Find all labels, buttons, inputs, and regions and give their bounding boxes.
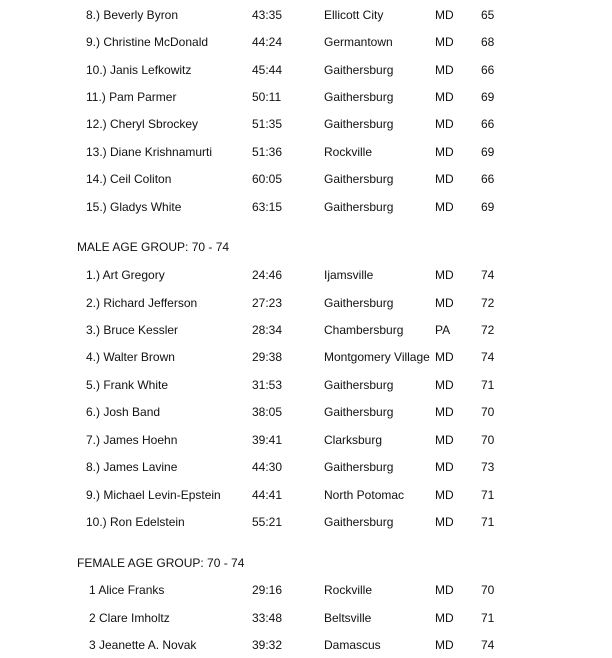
result-row [0,610,612,626]
city: Gaithersburg [324,172,394,186]
section-heading: FEMALE AGE GROUP: 70 - 74 [77,556,245,570]
finish-time: 27:23 [252,296,283,310]
finish-time: 63:15 [252,200,283,214]
state: MD [435,200,454,214]
result-row [0,404,612,420]
city: Gaithersburg [324,515,394,529]
state: MD [435,433,454,447]
result-row [0,199,612,215]
city: Gaithersburg [324,117,394,131]
section-heading: MALE AGE GROUP: 70 - 74 [77,240,230,254]
age: 65 [481,8,495,22]
runner-name: 12.) Cheryl Sbrockey [86,117,199,131]
age: 74 [481,268,495,282]
runner-name: 10.) Janis Lefkowitz [86,63,192,77]
runner-name: 11.) Pam Parmer [86,90,177,104]
result-row [0,267,612,283]
state: PA [435,323,451,337]
result-row [0,144,612,160]
finish-time: 55:21 [252,515,283,529]
city: Gaithersburg [324,200,394,214]
result-row [0,514,612,530]
age: 72 [481,323,495,337]
result-row [0,116,612,132]
result-row [0,171,612,187]
runner-name: 4.) Walter Brown [86,350,175,364]
state: MD [435,638,454,652]
age: 66 [481,117,495,131]
age: 68 [481,35,495,49]
state: MD [435,63,454,77]
finish-time: 29:16 [252,583,283,597]
result-row [0,34,612,50]
result-row [0,432,612,448]
runner-name: 13.) Diane Krishnamurti [86,145,213,159]
runner-name: 8.) James Lavine [86,460,178,474]
result-row [0,349,612,365]
state: MD [435,145,454,159]
finish-time: 39:32 [252,638,283,652]
finish-time: 33:48 [252,611,283,625]
city: Gaithersburg [324,460,394,474]
finish-time: 39:41 [252,433,283,447]
city: Beltsville [324,611,372,625]
city: Gaithersburg [324,63,394,77]
city: Rockville [324,583,373,597]
result-row [0,377,612,393]
city: Gaithersburg [324,296,394,310]
age: 70 [481,405,495,419]
age: 71 [481,515,495,529]
city: Damascus [324,638,381,652]
city: Germantown [324,35,393,49]
age: 69 [481,145,495,159]
finish-time: 24:46 [252,268,283,282]
state: MD [435,611,454,625]
state: MD [435,460,454,474]
runner-name: 14.) Ceil Coliton [86,172,172,186]
runner-name: 9.) Michael Levin-Epstein [86,488,221,502]
result-row [0,487,612,503]
age: 72 [481,296,495,310]
finish-time: 45:44 [252,63,283,77]
runner-name: 7.) James Hoehn [86,433,178,447]
finish-time: 50:11 [252,90,282,104]
finish-time: 31:53 [252,378,283,392]
state: MD [435,8,454,22]
runner-name: 5.) Frank White [86,378,169,392]
runner-name: 10.) Ron Edelstein [86,515,185,529]
age: 66 [481,63,495,77]
runner-name: 8.) Beverly Byron [86,8,179,22]
result-row [0,89,612,105]
runner-name: 2 Clare Imholtz [89,611,170,625]
age: 69 [481,200,495,214]
age: 73 [481,460,495,474]
finish-time: 44:30 [252,460,283,474]
city: Rockville [324,145,373,159]
state: MD [435,488,454,502]
age: 74 [481,350,495,364]
state: MD [435,583,454,597]
result-row [0,7,612,23]
age: 70 [481,433,495,447]
result-row [0,295,612,311]
finish-time: 51:36 [252,145,283,159]
result-row [0,637,612,653]
age: 70 [481,583,495,597]
finish-time: 60:05 [252,172,283,186]
finish-time: 43:35 [252,8,283,22]
finish-time: 51:35 [252,117,283,131]
runner-name: 15.) Gladys White [86,200,182,214]
runner-name: 6.) Josh Band [86,405,161,419]
runner-name: 3 Jeanette A. Novak [89,638,197,652]
city: Gaithersburg [324,405,394,419]
runner-name: 1 Alice Franks [89,583,165,597]
finish-time: 28:34 [252,323,283,337]
runner-name: 9.) Christine McDonald [86,35,209,49]
state: MD [435,296,454,310]
age: 71 [481,611,495,625]
age: 71 [481,378,495,392]
finish-time: 29:38 [252,350,283,364]
state: MD [435,405,454,419]
runner-name: 1.) Art Gregory [86,268,165,282]
city: Chambersburg [324,323,404,337]
state: MD [435,172,454,186]
city: Ijamsville [324,268,374,282]
finish-time: 44:24 [252,35,283,49]
age: 66 [481,172,495,186]
result-row [0,582,612,598]
city: North Potomac [324,488,405,502]
city: Clarksburg [324,433,383,447]
state: MD [435,35,454,49]
city: Montgomery Village [324,350,430,364]
age: 74 [481,638,495,652]
runner-name: 3.) Bruce Kessler [86,323,179,337]
finish-time: 44:41 [252,488,283,502]
result-row [0,62,612,78]
runner-name: 2.) Richard Jefferson [86,296,198,310]
state: MD [435,90,454,104]
state: MD [435,117,454,131]
city: Gaithersburg [324,378,394,392]
finish-time: 38:05 [252,405,283,419]
age: 69 [481,90,495,104]
state: MD [435,350,454,364]
state: MD [435,268,454,282]
result-row [0,459,612,475]
age: 71 [481,488,495,502]
city: Ellicott City [324,8,384,22]
result-row [0,322,612,338]
state: MD [435,378,454,392]
city: Gaithersburg [324,90,394,104]
state: MD [435,515,454,529]
